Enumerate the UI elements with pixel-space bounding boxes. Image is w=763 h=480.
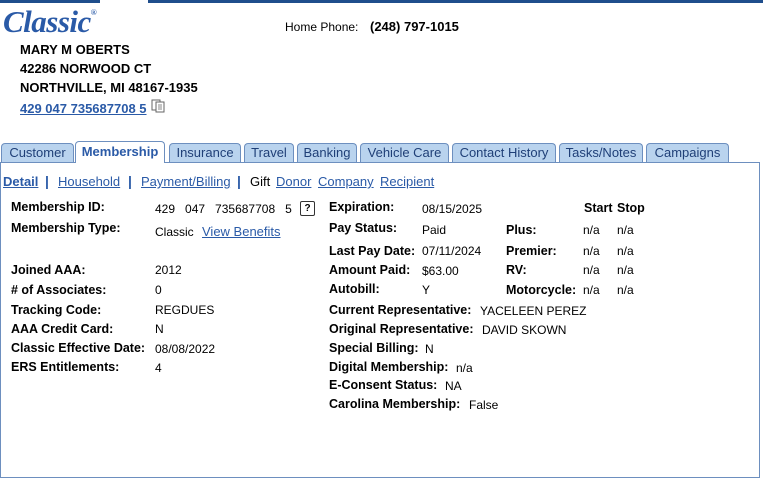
autobill-label: Autobill: bbox=[329, 282, 380, 296]
carolina-membership-value: False bbox=[469, 398, 499, 412]
premier-stop: n/a bbox=[617, 244, 634, 258]
logo-trademark: ® bbox=[90, 8, 97, 17]
credit-card-value: N bbox=[155, 322, 164, 336]
subnav-company[interactable]: Company bbox=[318, 174, 374, 189]
digital-membership-value: n/a bbox=[456, 361, 473, 375]
logo-text: Classic bbox=[3, 4, 91, 39]
membership-type-label: Membership Type: bbox=[11, 221, 121, 235]
home-phone-label: Home Phone: bbox=[285, 20, 359, 34]
ers-entitlements-value: 4 bbox=[155, 361, 162, 375]
tab-insurance[interactable]: Insurance bbox=[169, 143, 241, 162]
rv-stop: n/a bbox=[617, 263, 634, 277]
membership-id-label: Membership ID: bbox=[11, 200, 105, 214]
classic-effective-date-value: 08/08/2022 bbox=[155, 342, 216, 356]
tracking-code-value: REGDUES bbox=[155, 303, 215, 317]
tab-vehicle-care[interactable]: Vehicle Care bbox=[360, 143, 449, 162]
classic-logo bbox=[3, 4, 96, 40]
premier-label: Premier: bbox=[506, 244, 557, 258]
plus-stop: n/a bbox=[617, 223, 634, 237]
expiration-label: Expiration: bbox=[329, 200, 395, 214]
help-icon[interactable]: ? bbox=[300, 201, 315, 216]
top-bar bbox=[0, 0, 763, 3]
copy-icon[interactable] bbox=[151, 99, 165, 113]
carolina-membership-label: Carolina Membership: bbox=[329, 397, 461, 411]
expiration-value: 08/15/2025 bbox=[422, 202, 483, 216]
top-bar-segment bbox=[100, 0, 148, 3]
current-representative-value: YACELEEN PEREZ bbox=[480, 304, 587, 318]
view-benefits-link[interactable]: View Benefits bbox=[202, 224, 281, 239]
premier-start: n/a bbox=[583, 244, 600, 258]
amount-paid-value: $63.00 bbox=[422, 264, 459, 278]
member-name: MARY M OBERTS bbox=[20, 42, 130, 57]
credit-card-label: AAA Credit Card: bbox=[11, 322, 114, 336]
address-line2: NORTHVILLE, MI 48167-1935 bbox=[20, 80, 198, 95]
subnav-separator: | bbox=[128, 173, 132, 189]
rv-label: RV: bbox=[506, 263, 527, 277]
tab-travel[interactable]: Travel bbox=[244, 143, 294, 162]
motorcycle-stop: n/a bbox=[617, 283, 634, 297]
tab-contact-history[interactable]: Contact History bbox=[452, 143, 556, 162]
subnav-household[interactable]: Household bbox=[58, 174, 121, 189]
tab-tasks-notes[interactable]: Tasks/Notes bbox=[559, 143, 643, 162]
plus-label: Plus: bbox=[506, 223, 537, 237]
joined-aaa-label: Joined AAA: bbox=[11, 263, 86, 277]
classic-effective-date-label: Classic Effective Date: bbox=[11, 341, 146, 355]
amount-paid-label: Amount Paid: bbox=[329, 263, 411, 277]
tracking-code-label: Tracking Code: bbox=[11, 303, 102, 317]
stop-header: Stop bbox=[617, 201, 645, 215]
rv-start: n/a bbox=[583, 263, 600, 277]
joined-aaa-value: 2012 bbox=[155, 263, 182, 277]
pay-status-value: Paid bbox=[422, 223, 447, 237]
subnav-separator: | bbox=[45, 173, 49, 189]
last-pay-date-label: Last Pay Date: bbox=[329, 244, 416, 258]
subnav-recipient[interactable]: Recipient bbox=[380, 174, 435, 189]
subnav-separator: | bbox=[237, 173, 241, 189]
membership-type-value: Classic bbox=[155, 225, 194, 239]
original-representative-label: Original Representative: bbox=[329, 322, 474, 336]
plus-start: n/a bbox=[583, 223, 600, 237]
subnav-detail[interactable]: Detail bbox=[3, 174, 39, 189]
pay-status-label: Pay Status: bbox=[329, 221, 398, 235]
tab-banking[interactable]: Banking bbox=[297, 143, 357, 162]
motorcycle-label: Motorcycle: bbox=[506, 283, 577, 297]
last-pay-date-value: 07/11/2024 bbox=[422, 244, 482, 258]
digital-membership-label: Digital Membership: bbox=[329, 360, 449, 374]
current-representative-label: Current Representative: bbox=[329, 303, 472, 317]
e-consent-status-value: NA bbox=[445, 379, 462, 393]
subnav-payment-billing[interactable]: Payment/Billing bbox=[141, 174, 231, 189]
ers-entitlements-label: ERS Entitlements: bbox=[11, 360, 120, 374]
associates-label: # of Associates: bbox=[11, 283, 107, 297]
subnav-gift-label: Gift bbox=[250, 174, 271, 189]
tab-membership[interactable]: Membership bbox=[75, 141, 165, 163]
address-line1: 42286 NORWOOD CT bbox=[20, 61, 152, 76]
membership-id-value: 429 047 735687708 5 bbox=[155, 202, 292, 216]
subnav-donor[interactable]: Donor bbox=[276, 174, 312, 189]
special-billing-label: Special Billing: bbox=[329, 341, 419, 355]
tab-campaigns[interactable]: Campaigns bbox=[646, 143, 729, 162]
e-consent-status-label: E-Consent Status: bbox=[329, 378, 438, 392]
home-phone-value: (248) 797-1015 bbox=[370, 19, 459, 34]
tab-customer[interactable]: Customer bbox=[1, 143, 74, 162]
motorcycle-start: n/a bbox=[583, 283, 600, 297]
original-representative-value: DAVID SKOWN bbox=[482, 323, 567, 337]
autobill-value: Y bbox=[422, 283, 431, 297]
member-number-link[interactable]: 429 047 735687708 5 bbox=[20, 101, 147, 116]
associates-value: 0 bbox=[155, 283, 162, 297]
start-header: Start bbox=[584, 201, 613, 215]
special-billing-value: N bbox=[425, 342, 434, 356]
